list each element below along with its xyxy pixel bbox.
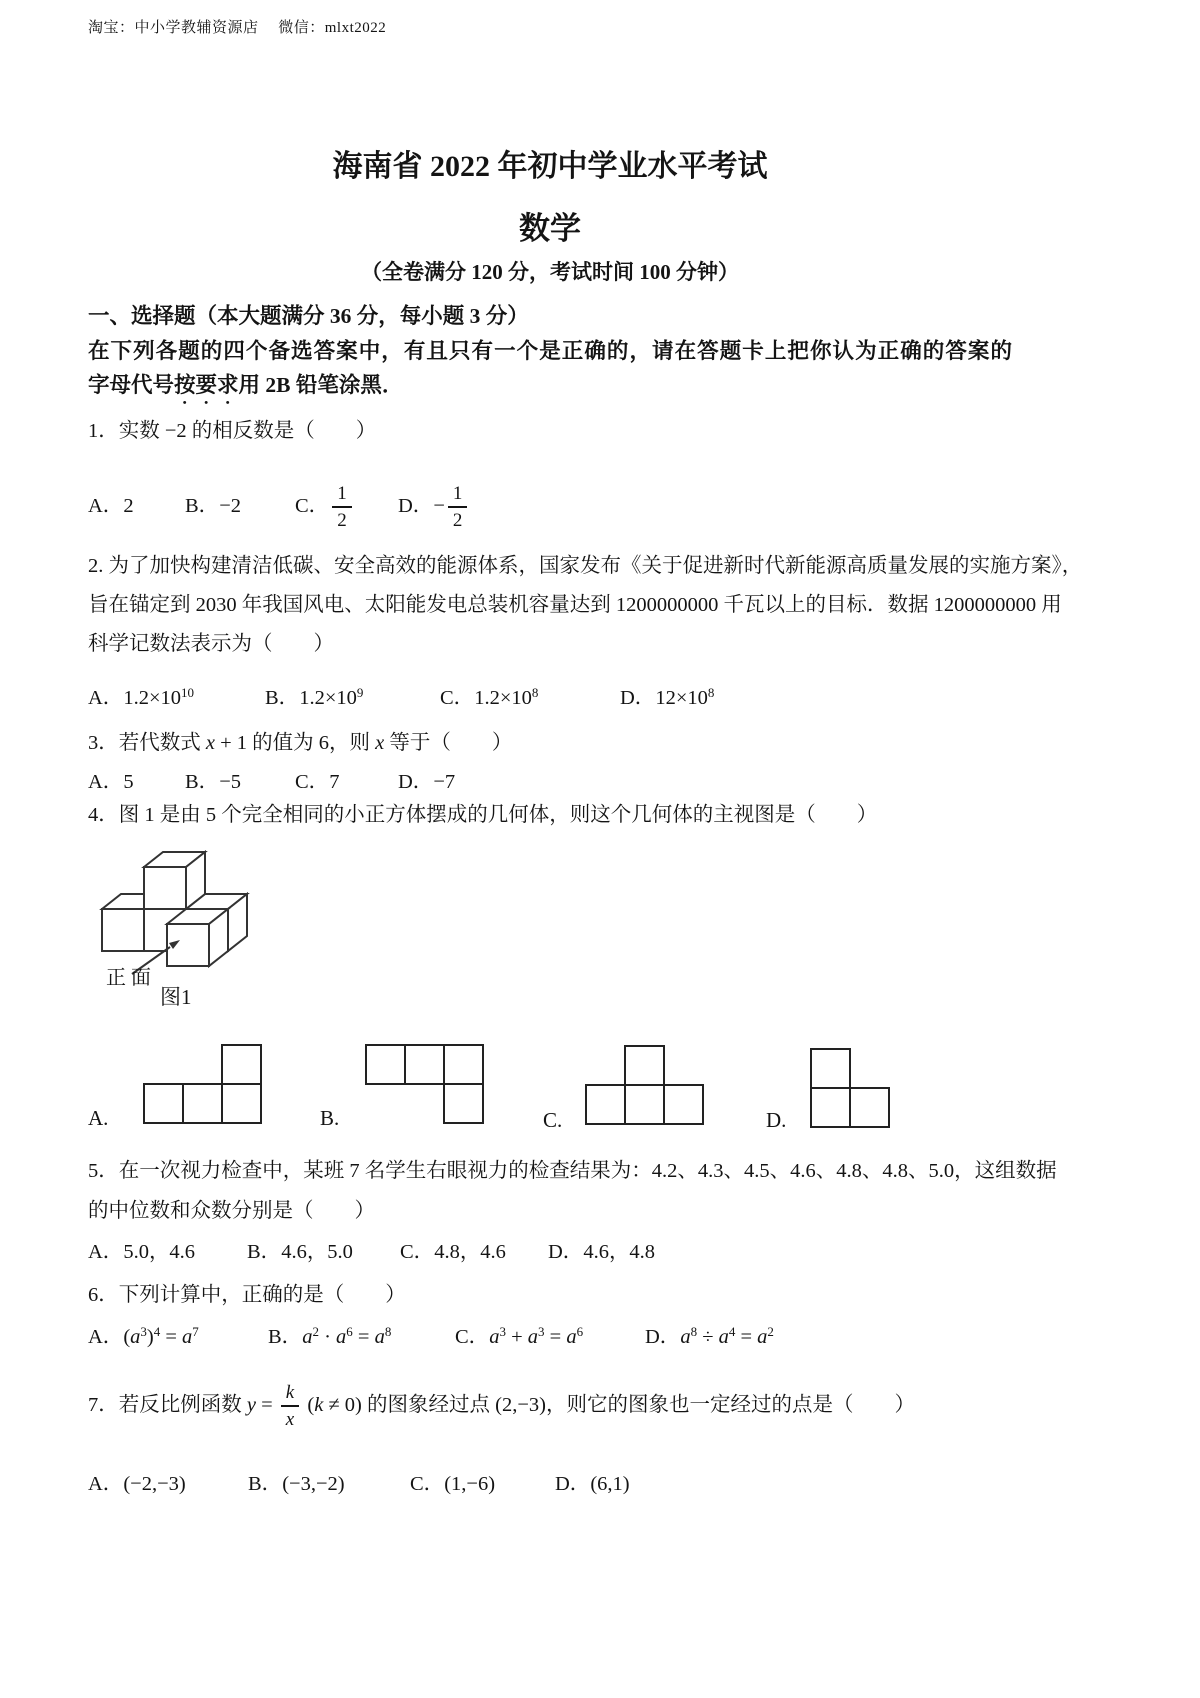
option-value: (a3)4 = a7: [123, 1324, 199, 1348]
option-label: C．: [410, 1473, 445, 1495]
q5-option-d: [548, 1238, 655, 1266]
q1-option-d: [398, 478, 470, 534]
option-label: C．: [295, 771, 330, 793]
option-value: (−2,−3): [123, 1473, 186, 1495]
q2-option-a: [88, 684, 194, 712]
q7-option-b: [248, 1470, 345, 1498]
option-label: C．: [400, 1241, 435, 1263]
q6-stem: 6．下列计算中，正确的是（ ）: [88, 1284, 406, 1306]
option-label: B．: [265, 687, 300, 709]
option-value: −5: [219, 771, 241, 793]
option-label: A．: [88, 1473, 124, 1495]
q2-option-c: [440, 684, 538, 712]
q1-option-c: [295, 478, 355, 534]
view-square: [624, 1084, 665, 1125]
q5-stem-line-2: 的中位数和众数分别是（ ）: [88, 1200, 375, 1222]
q2-stem-line-2: 旨在锚定到 2030 年我国风电、太阳能发电总装机容量达到 1200000000 千瓦以上的目标．数据 1200000000 用: [88, 594, 1062, 616]
option-value: 2: [123, 495, 134, 517]
option-value: 4.6，5.0: [281, 1241, 353, 1263]
instruction-post: 用 2B 铅笔涂黑．: [238, 373, 404, 397]
q2-stem-line-1: 2. 为了加快构建清洁低碳、安全高效的能源体系，国家发布《关于促进新时代新能源高质量发展的实施方案》，: [88, 555, 1083, 577]
view-square: [221, 1044, 262, 1085]
view-square: [810, 1087, 851, 1128]
option-label: D．: [398, 495, 434, 517]
option-value: $\frac{1}{2}$: [329, 495, 355, 517]
option-value: 4.6，4.8: [583, 1241, 656, 1263]
option-label: A．: [88, 687, 124, 709]
option-value: 5.0，4.6: [123, 1241, 196, 1263]
option-value: (6,1): [590, 1473, 630, 1495]
view-option-d-figure: [810, 1048, 890, 1128]
option-value: a3 + a3 = a6: [489, 1324, 584, 1348]
option-label: A．: [88, 771, 124, 793]
option-value: a2 · a6 = a8: [302, 1324, 392, 1348]
q1-option-a: [88, 478, 134, 534]
q2-option-d: [620, 684, 714, 712]
view-square: [585, 1084, 626, 1125]
view-square: [443, 1044, 484, 1085]
option-label: C．: [440, 687, 475, 709]
view-square: [143, 1083, 184, 1124]
view-square: [404, 1044, 445, 1085]
q2-option-b: [265, 684, 363, 712]
view-option-b-label: B.: [320, 1106, 340, 1130]
instruction-line-1: 在下列各题的四个备选答案中，有且只有一个是正确的，请在答题卡上把你认为正确的答案的: [88, 339, 1012, 363]
q6-option-a: [88, 1322, 199, 1352]
q5-option-a: [88, 1238, 195, 1266]
q1-option-b: [185, 478, 241, 534]
option-label: B．: [247, 1241, 282, 1263]
q4-stem: 4．图 1 是由 5 个完全相同的小正方体摆成的几何体，则这个几何体的主视图是（ ）: [88, 804, 878, 826]
option-value: 1.2×109: [299, 685, 364, 709]
instruction-line-2: [88, 371, 403, 409]
figure-caption: 图1: [160, 985, 192, 1009]
view-option-d-label: D.: [766, 1108, 787, 1132]
cube-geometry-figure: [92, 850, 282, 992]
q6-option-b: [268, 1322, 391, 1352]
option-label: A．: [88, 1241, 124, 1263]
option-label: A．: [88, 495, 124, 517]
front-face-label: 正 面: [106, 967, 151, 989]
view-square: [624, 1045, 665, 1086]
option-label: D．: [548, 1241, 584, 1263]
option-label: C．: [295, 495, 330, 517]
option-label: D．: [398, 771, 434, 793]
view-option-a-label: A.: [88, 1106, 109, 1130]
q2-stem-line-3: 科学记数法表示为（ ）: [88, 633, 334, 655]
section-heading: 一、选择题（本大题满分 36 分，每小题 3 分）: [88, 304, 529, 328]
q6-option-c: [455, 1322, 583, 1352]
q5-option-c: [400, 1238, 506, 1266]
option-label: D．: [555, 1473, 591, 1495]
q6-option-d: [645, 1322, 774, 1352]
q5-stem-line-1: 5．在一次视力检查中，某班 7 名学生右眼视力的检查结果为：4.2、4.3、4.5、4.6、4.8、4.8、5.0，这组数据: [88, 1160, 1057, 1182]
exam-info: （全卷满分 120 分，考试时间 100 分钟）: [361, 260, 739, 284]
option-value: 4.8，4.6: [434, 1241, 506, 1263]
q1-stem: 1．实数 −2 的相反数是（ ）: [88, 420, 377, 442]
q7-stem: 7．若反比例函数 y = $\frac{k}{x}$ (k ≠ 0) 的图象经过点 (2,−3)，则它的图象也一定经过的点是（ ）: [88, 1382, 915, 1431]
option-value: 1.2×108: [474, 685, 539, 709]
option-label: A．: [88, 1326, 124, 1348]
option-label: B．: [268, 1326, 303, 1348]
view-square: [849, 1087, 890, 1128]
view-square: [182, 1083, 223, 1124]
instruction-emphasized: 按要求: [174, 373, 239, 397]
option-value: −2: [219, 495, 241, 517]
q3-stem: 3．若代数式 x + 1 的值为 6，则 x 等于（ ）: [88, 732, 513, 754]
view-square: [810, 1048, 851, 1089]
q7-option-a: [88, 1470, 186, 1498]
option-value: 5: [123, 771, 134, 793]
header-note: 淘宝：中小学教辅资源店 微信：mlxt2022: [88, 20, 387, 36]
option-value: 1.2×1010: [123, 685, 194, 709]
option-label: D．: [645, 1326, 681, 1348]
option-label: D．: [620, 687, 656, 709]
q3-option-a: [88, 768, 134, 796]
view-option-c-label: C.: [543, 1108, 563, 1132]
q7-option-d: [555, 1470, 630, 1498]
view-option-a-figure: [143, 1044, 262, 1124]
q7-option-c: [410, 1470, 495, 1498]
q5-option-b: [247, 1238, 353, 1266]
option-label: B．: [248, 1473, 283, 1495]
view-option-c-figure: [585, 1045, 704, 1125]
option-label: C．: [455, 1326, 490, 1348]
q3-option-b: [185, 768, 241, 796]
option-value: (1,−6): [444, 1473, 496, 1495]
view-option-b-figure: [365, 1044, 484, 1124]
q3-option-c: [295, 768, 339, 796]
view-square: [365, 1044, 406, 1085]
view-square: [221, 1083, 262, 1124]
view-square: [443, 1083, 484, 1124]
option-label: B．: [185, 771, 220, 793]
view-square: [663, 1084, 704, 1125]
option-value: −7: [433, 771, 456, 793]
option-value: 7: [329, 771, 340, 793]
exam-subject: 数学: [519, 211, 581, 246]
option-value: (−3,−2): [282, 1473, 345, 1495]
option-label: B．: [185, 495, 220, 517]
option-value: a8 ÷ a4 = a2: [680, 1324, 774, 1348]
q3-option-d: [398, 768, 455, 796]
option-value: 12×108: [655, 685, 715, 709]
cube-group: [102, 852, 247, 966]
option-value: − $\frac{1}{2}$: [433, 495, 470, 517]
exam-title: 海南省 2022 年初中学业水平考试: [332, 150, 768, 183]
instruction-pre: 字母代号: [88, 373, 175, 397]
